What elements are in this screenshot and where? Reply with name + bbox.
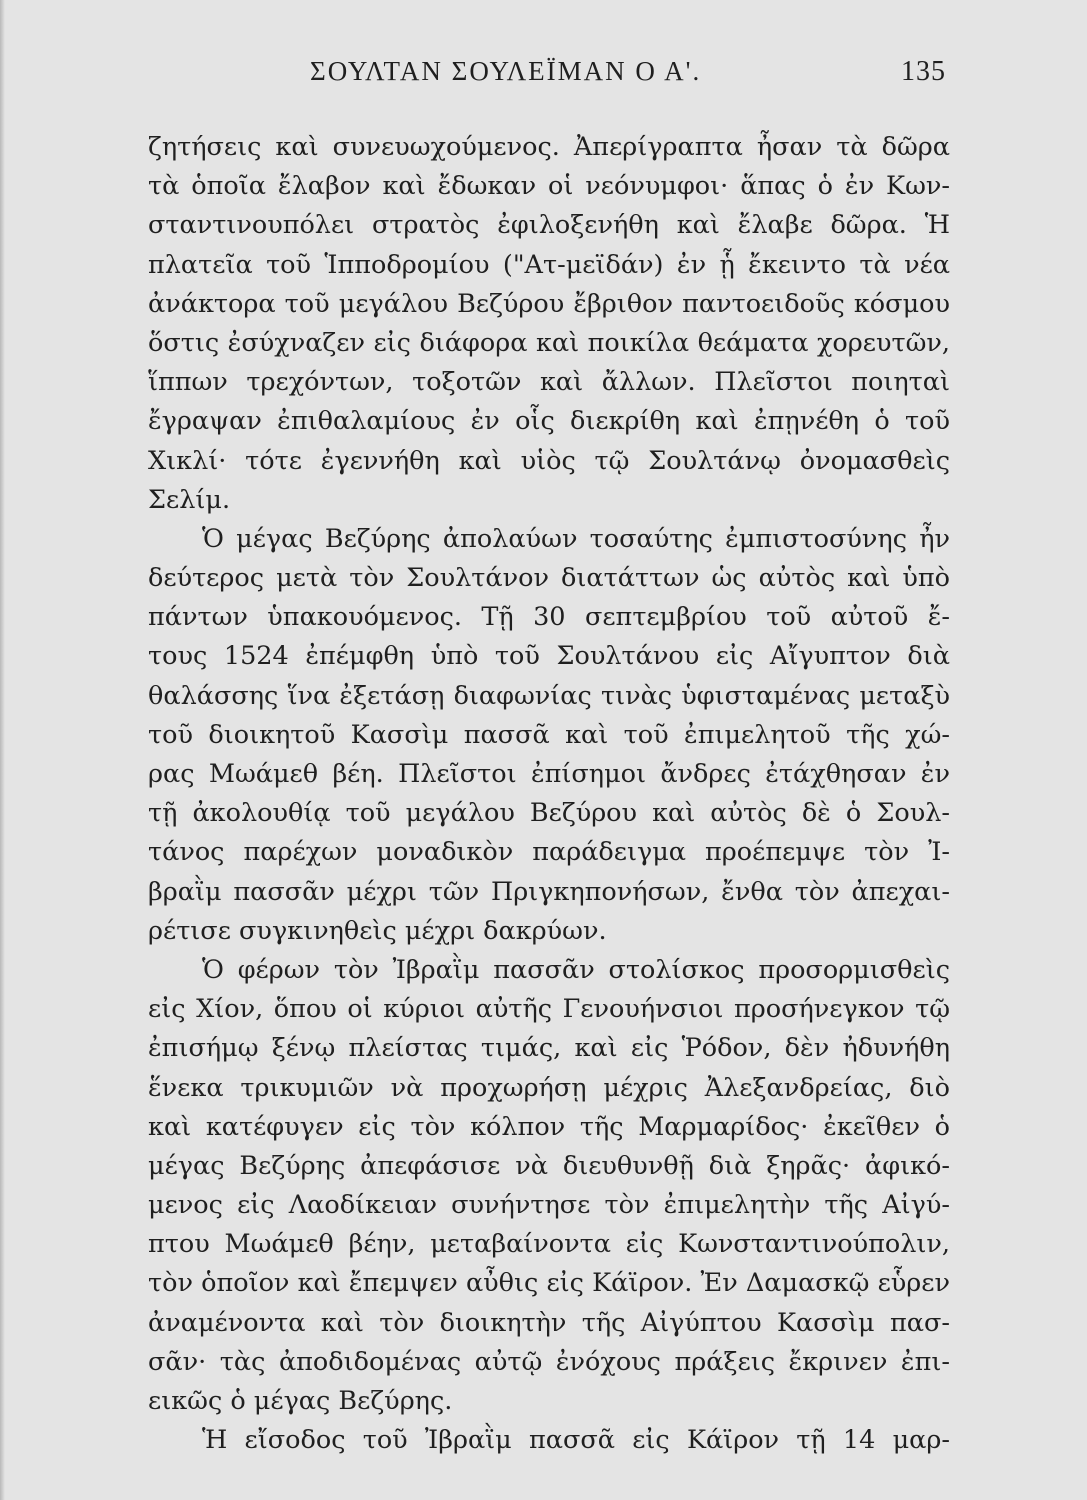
text-line: τὸν ὁποῖον καὶ ἔπεμψεν αὖθις εἰς Κάϊρον. Ἐν Δαμασκῷ εὗρεν [148,1268,950,1299]
text-line: ζητήσεις καὶ συνευωχούμενος. Ἀπερίγραπτα ἦσαν τὰ δῶρα [148,132,950,162]
text-line: θαλάσσης ἵνα ἐξετάσῃ διαφωνίας τινὰς ὑφισταμένας μεταξὺ [148,680,950,711]
text-line: Ὁ μέγας Βεζύρης ἀπολαύων τοσαύτης ἐμπιστοσύνης ἦν [202,523,950,554]
text-line: πλατεῖα τοῦ Ἱπποδρομίου ("Ατ-μεϊδάν) ἐν ᾗ ἔκειντο τὰ νέα [148,249,950,280]
text-line: ἵππων τρεχόντων, τοξοτῶν καὶ ἄλλων. Πλεῖστοι ποιηταὶ [148,367,950,398]
text-line: δεύτερος μετὰ τὸν Σουλτάνον διατάττων ὡς αὐτὸς καὶ ὑπὸ [148,563,950,594]
text-line: τοῦ διοικητοῦ Κασσὶμ πασσᾶ καὶ τοῦ ἐπιμελητοῦ τῆς χώ- [148,719,950,750]
text-line: Ἡ εἴσοδος τοῦ Ἰβραῒμ πασσᾶ εἰς Κάϊρον τῇ 14 μαρ- [202,1425,950,1456]
text-line: ἔγραψαν ἐπιθαλαμίους ἐν οἷς διεκρίθη καὶ ἐπῃνέθη ὁ τοῦ [148,406,950,437]
text-line: τους 1524 ἐπέμφθη ὑπὸ τοῦ Σουλτάνου εἰς Αἴγυπτον διὰ [148,641,950,672]
text-line: ρέτισε συγκινηθεὶς μέχρι δακρύων. [148,915,607,946]
text-line: τάνος παρέχων μοναδικὸν παράδειγμα προέπεμψε τὸν Ἰ- [148,837,950,868]
page-edge-shadow [0,0,5,1500]
text-line: τὰ ὁποῖα ἔλαβον καὶ ἔδωκαν οἱ νεόνυμφοι· ἅπας ὁ ἐν Κων- [148,171,950,202]
text-line: ἀναμένοντα καὶ τὸν διοικητὴν τῆς Αἰγύπτου Κασσὶμ πασ- [148,1307,950,1338]
text-line: ἕνεκα τρικυμιῶν νὰ προχωρήσῃ μέχρις Ἀλεξανδρείας, διὸ [148,1072,950,1103]
page-number: 135 [901,56,946,87]
text-line: εικῶς ὁ μέγας Βεζύρης. [148,1386,453,1416]
text-line: βραῒμ πασσᾶν μέχρι τῶν Πριγκηπονήσων, ἔνθα τὸν ἀπεχαι- [148,876,950,907]
text-line: σταντινουπόλει στρατὸς ἐφιλοξενήθη καὶ ἔλαβε δῶρα. Ἡ [148,210,950,241]
text-line: εἰς Χίον, ὅπου οἱ κύριοι αὐτῆς Γενουήνσιοι προσήνεγκον τῷ [148,994,950,1025]
text-line: πάντων ὑπακουόμενος. Τῇ 30 σεπτεμβρίου τοῦ αὐτοῦ ἔ- [148,602,950,633]
chapter-title: ΣΟΥΛΤΑΝ ΣΟΥΛΕΪΜΑΝ Ο Α'. [310,56,702,86]
text-line: ὅστις ἐσύχναζεν εἰς διάφορα καὶ ποικίλα θεάματα χορευτῶν, [148,327,950,358]
text-line: καὶ κατέφυγεν εἰς τὸν κόλπον τῆς Μαρμαρίδος· ἐκεῖθεν ὁ [148,1111,950,1142]
text-line: ἀνάκτορα τοῦ μεγάλου Βεζύρου ἔβριθον παντοειδοῦς κόσμου [148,288,950,319]
body-text [148,128,950,1460]
running-head [148,56,948,96]
text-line: Ὁ φέρων τὸν Ἰβραῒμ πασσᾶν στολίσκος προσορμισθεὶς [202,954,950,985]
text-line: σᾶν· τὰς ἀποδιδομένας αὐτῷ ἐνόχους πράξεις ἔκρινεν ἐπι- [148,1346,950,1377]
text-line: ρας Μωάμεθ βέη. Πλεῖστοι ἐπίσημοι ἄνδρες ἐτάχθησαν ἐν [148,759,950,789]
text-line: ἐπισήμῳ ξένῳ πλείστας τιμάς, καὶ εἰς Ῥόδον, δὲν ἠδυνήθη [148,1033,950,1064]
text-line: μενος εἰς Λαοδίκειαν συνήντησε τὸν ἐπιμελητὴν τῆς Αἰγύ- [148,1190,950,1221]
text-line: Χικλί· τότε ἐγεννήθη καὶ υἱὸς τῷ Σουλτάνῳ ὀνομασθεὶς [148,445,950,476]
text-line: πτου Μωάμεθ βέην, μεταβαίνοντα εἰς Κωνσταντινούπολιν, [148,1229,950,1260]
text-line: Σελίμ. [148,484,231,515]
text-line: μέγας Βεζύρης ἀπεφάσισε νὰ διευθυνθῇ διὰ ξηρᾶς· ἀφικό- [148,1150,950,1181]
text-line: τῇ ἀκολουθίᾳ τοῦ μεγάλου Βεζύρου καὶ αὐτὸς δὲ ὁ Σουλ- [148,798,950,829]
